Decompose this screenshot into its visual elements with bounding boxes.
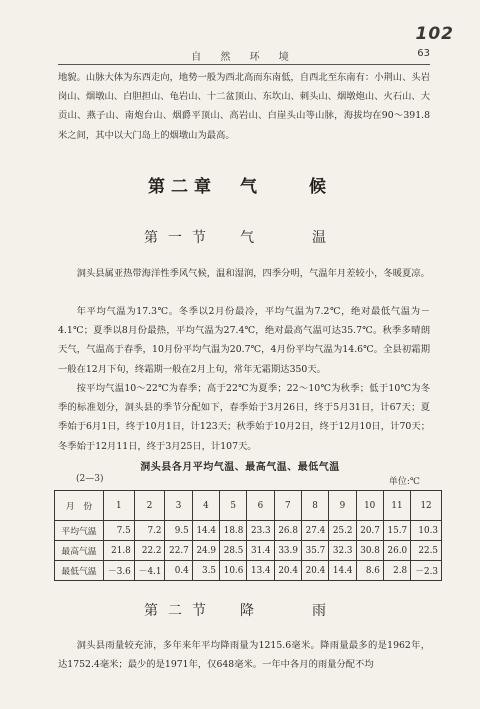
table-cell: 10.3	[411, 521, 442, 541]
table-cell: 15.7	[383, 521, 410, 541]
table-cell: －3.6	[104, 561, 135, 581]
table-cell: 2.8	[383, 561, 410, 581]
chapter-title: 第二章 气 候	[148, 177, 332, 197]
table-row-maximum	[55, 541, 442, 561]
month-header: 6	[247, 491, 274, 521]
paragraph-rainfall: 洞头县雨量较充沛，多年来年平均降雨量为1215.6毫米。降雨量最多的是1962年，达1752.4毫米；最少的是1971年，仅648毫米。一年中各月的雨量分配不均	[58, 640, 430, 671]
month-header: 9	[329, 491, 356, 521]
table-cell: 3.5	[192, 561, 219, 581]
table-cell: 0.4	[165, 561, 192, 581]
month-header: 4	[192, 491, 219, 521]
month-header: 12	[411, 491, 442, 521]
table-cell: 20.4	[274, 561, 301, 581]
table-cell: 27.4	[301, 521, 328, 541]
table-cell: 7.2	[134, 521, 165, 541]
handwritten-page-number: 102	[415, 24, 454, 44]
section-title-temperature: 第一节 气 温	[144, 230, 336, 246]
table-cell: 22.5	[411, 541, 442, 561]
paragraph-annual-temperature: 年平均气温为17.3℃。冬季以2月份最冷，平均气温为7.2℃，绝对最低气温为－4.1℃；夏季以8月份最热，平均气温为27.4℃，绝对最高气温可达35.7℃。秋季多晴朗天气，气温高于春季，10月份平均气温为20.7℃，4月份平均气温为14.6℃。全县初霜期一般在12月下旬，终霜期一般在2月上旬，常年无霜期达350天。	[58, 306, 430, 375]
row-label: 平均气温	[55, 521, 104, 541]
table-number: (2—3)	[76, 474, 104, 484]
table-cell: 14.4	[329, 561, 356, 581]
table-cell: 7.5	[104, 521, 135, 541]
running-header-title: 自 然 环 境	[191, 52, 297, 63]
table-cell: 14.4	[192, 521, 219, 541]
table-cell: 35.7	[301, 541, 328, 561]
table-cell: 22.2	[134, 541, 165, 561]
month-header: 1	[104, 491, 135, 521]
table-cell: 22.7	[165, 541, 192, 561]
header-rule	[58, 64, 430, 65]
table-cell: 13.4	[247, 561, 274, 581]
table-cell: 30.8	[356, 541, 383, 561]
table-row-minimum	[55, 561, 442, 581]
table-cell: 24.9	[192, 541, 219, 561]
month-header: 2	[134, 491, 165, 521]
table-cell: 20.7	[356, 521, 383, 541]
table-header-row	[55, 491, 442, 521]
month-header: 5	[220, 491, 247, 521]
temperature-table	[54, 490, 442, 581]
table-cell: 26.8	[274, 521, 301, 541]
table-row-average	[55, 521, 442, 541]
paragraph-climate-overview: 洞头县属亚热带海洋性季风气候，温和湿润，四季分明，气温年月差较小，冬暖夏凉。	[76, 268, 430, 279]
row-label: 最高气温	[55, 541, 104, 561]
month-header: 7	[274, 491, 301, 521]
month-header: 11	[383, 491, 410, 521]
table-cell: 9.5	[165, 521, 192, 541]
table-cell: 33.9	[274, 541, 301, 561]
table-cell: 20.4	[301, 561, 328, 581]
row-label: 最低气温	[55, 561, 104, 581]
table-cell: －4.1	[134, 561, 165, 581]
table-cell: 18.8	[220, 521, 247, 541]
intro-paragraph: 地貌。山脉大体为东西走向，地势一般为西北高而东南低，自西北至东南有：小荆山、头岩岗山、烟墩山、白胆担山、龟岩山、十二盆顶山、东坎山、刺头山、烟墩炮山、火石山、大贡山、燕子山、南炮台山、烟爵平顶山、高岩山、白崖头山等山脉，海拔均在90～391.8米之间，其中以大门岛上的烟墩山为最高。	[58, 72, 430, 141]
month-header: 3	[165, 491, 192, 521]
table-cell: 25.2	[329, 521, 356, 541]
table-cell: 32.3	[329, 541, 356, 561]
table-title: 洞头县各月平均气温、最高气温、最低气温	[140, 462, 340, 473]
table-cell: 28.5	[220, 541, 247, 561]
table-cell: 31.4	[247, 541, 274, 561]
table-cell: 26.0	[383, 541, 410, 561]
table-cell: 10.6	[220, 561, 247, 581]
month-header: 8	[301, 491, 328, 521]
table-cell: 8.6	[356, 561, 383, 581]
table-cell: 23.3	[247, 521, 274, 541]
section-title-rainfall: 第二节 降 雨	[144, 603, 336, 619]
month-header: 10	[356, 491, 383, 521]
page-number: 63	[417, 48, 430, 59]
table-cell: 21.8	[104, 541, 135, 561]
table-unit: 单位:℃	[388, 477, 420, 487]
table-header-label: 月 份	[55, 491, 104, 521]
table-cell: －2.3	[411, 561, 442, 581]
paragraph-season-division: 按平均气温10～22℃为春季；高于22℃为夏季；22～10℃为秋季；低于10℃为冬季的标准划分，洞头县的季节分配如下，春季始于3月26日，终于5月31日，计67天；夏季始于6月1日，终于10月1日，计123天；秋季始于10月2日，终于12月10日，计70天；冬季始于12月11日，终于3月25日，计107天。	[58, 383, 430, 452]
